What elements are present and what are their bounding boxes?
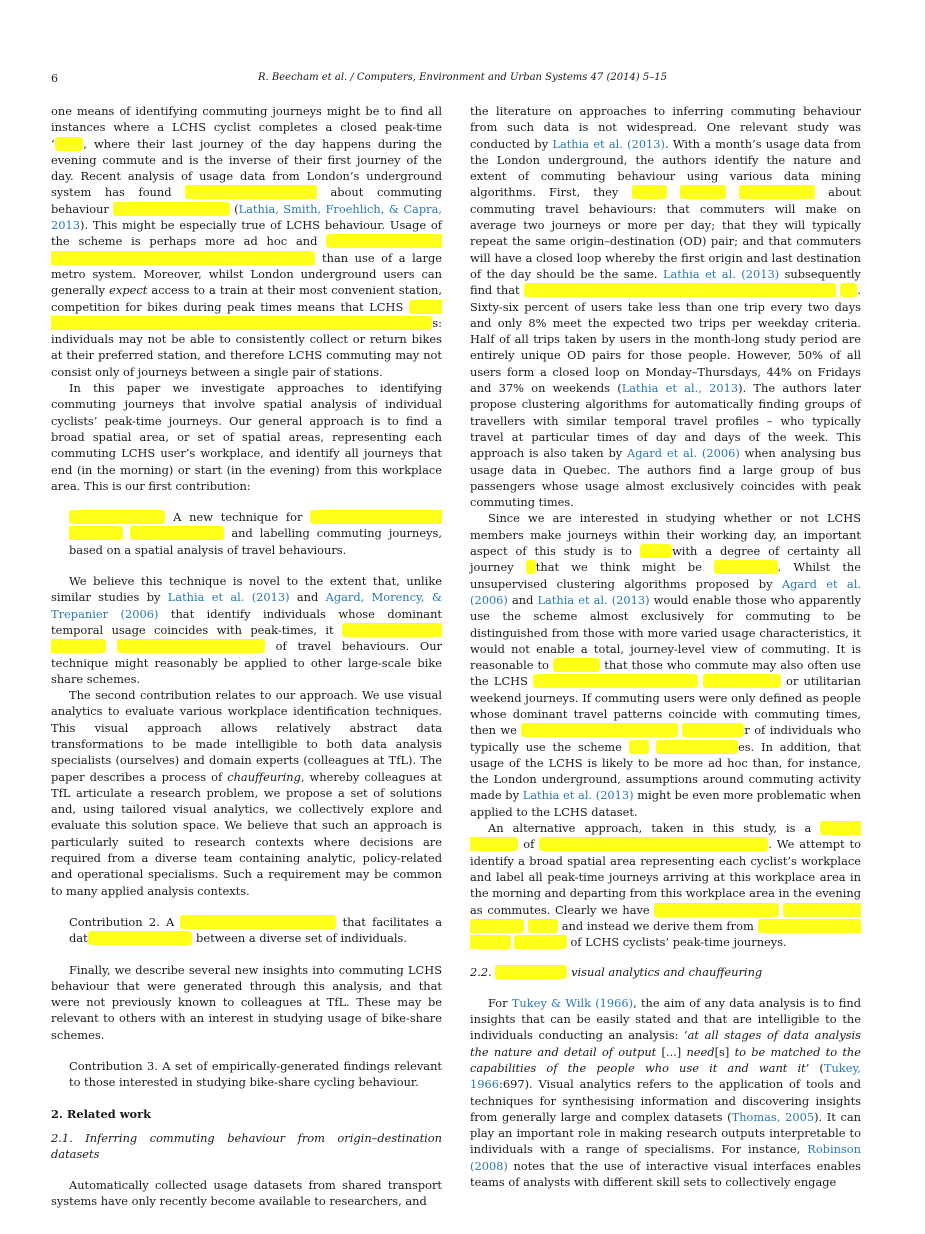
paragraph: the literature on approaches to inferring commuting behaviour from such data is not widespread. One relevant study was conducted by Lathia et al. (2013). With a month’s usage data from the London underground, the authors identify the nature and extent of commuting behaviour using various data mining algorithms. First, they about commuting travel behaviours: that commuters will make on average two journeys or more per day; that they will typically repeat the same origin–destination (OD) pair; and that commuters will have a closed loop whereby the first origin and last destination of the day should be the same. Lathia et al. (2013) subsequently find that . Sixty-six percent of users take less than one trip every two days and only 8% meet the expected two trips per weekday criteria. Half of all trips taken by users in the month-long study period are entirely unique OD pairs for those people. However, 50% of all users form a closed loop on Monday–Thursdays, 44% on Fridays and 37% on weekends (Lathia et al., 2013). The authors later propose clustering algorithms for automatically finding groups of travellers with similar temporal travel profiles – who typically travel at particular times of day and days of the week. This approach is also taken by Agard et al. (2006) when analysing bus usage data in Quebec. The authors find a large group of bus passengers whose usage almost exclusively coincides with peak commuting times.: [470, 104, 862, 510]
paragraph: Since we are interested in studying whether or not LCHS members make journeys within their working day, an important aspect of this study is to with a degree of certainty all journey that we think might be . Whilst the unsupervised clustering algorithms proposed by Agard et al. (2006) and Lathia et al. (2013) would enable those who apparently use the scheme almost exclusively for commuting to be distinguished from those with more varied usage characteristics, it would not enable a total, journey-level view of commuting. It is reasonable to that those who commute may also often use the LCHS or utilitarian weekend journeys. If commuting users were only defined as people whose dominant travel patterns coincide with commuting times, then we r of individuals who typically use the scheme es. In addition, that usage of the LCHS is likely to be more ad hoc than, for instance, the London underground, assumptions around commuting activity made by Lathia et al. (2013) might be even more problematic when applied to the LCHS dataset.: [470, 511, 862, 819]
paragraph: Finally, we describe several new insights into commuting LCHS behaviour that were generated through this analysis, and that were not previously known to colleagues at TfL. These may be relevant to others with an interest in studying usage of bike-share schemes.: [51, 962, 442, 1042]
citation-link[interactable]: Agard et al. (2006): [470, 576, 861, 607]
citation-link[interactable]: Tukey, 1966: [470, 1060, 861, 1092]
citation-link[interactable]: Robinson (2008): [470, 1142, 861, 1173]
contribution-2: Contribution 2. A that facilitates a dat between a diverse set of individuals.: [69, 914, 442, 946]
highlight[interactable]: [553, 658, 600, 672]
paragraph: The second contribution relates to our approach. We use visual analytics to evaluate various workplace identification techniques. This visual approach allows relatively abstract data transformations to be made intelligible to both data analysis specialists (ourselves) and domain experts (colleagues at TfL). The paper describes a process of chauffeuring, whereby colleagues at TfL articulate a research problem, we propose a set of solutions and, using tailored visual analytics, we collectively explore and evaluate this solution space. We believe that such an approach is particularly suited to research contexts where decisions are required from a diverse team containing analytic, policy-related and operational specialisms. Such a requirement may be common to many applied analysis contexts.: [51, 688, 442, 898]
highlight[interactable]: [680, 185, 726, 199]
highlight[interactable]: [539, 837, 768, 851]
citation-link[interactable]: Agard, Morency, & Trepanier (2006): [51, 590, 442, 621]
highlight[interactable]: [528, 919, 558, 933]
highlight[interactable]: [524, 283, 836, 297]
highlight[interactable]: [632, 185, 667, 199]
highlight[interactable]: [495, 965, 567, 979]
highlight[interactable]: [526, 560, 536, 574]
contribution-1: A new technique for and labelling commuting journeys, based on a spatial analysis of travel behaviours.: [69, 510, 442, 557]
paragraph: We believe this technique is novel to the extent that, unlike similar studies by Lathia et al. (2013) and Agard, Morency, & Trepanier (2006) that identify individuals whose dominant temporal usage coincides with peak-times, it of travel behaviours. Our technique might reasonably be applied to other large-scale bike share schemes.: [51, 574, 443, 686]
section-heading: 2. Related work: [51, 1106, 152, 1121]
subsection-heading: 2.2. visual analytics and chauffeuring: [470, 965, 763, 980]
highlight[interactable]: [514, 935, 567, 949]
highlight[interactable]: [180, 915, 336, 929]
left-column: [51, 103, 442, 1209]
highlight[interactable]: [682, 723, 744, 737]
highlight[interactable]: [640, 544, 672, 558]
paragraph: For Tukey & Wilk (1966), the aim of any data analysis is to find insights that can be easily stated and that are intelligible to the individuals conducting an analysis: ‘at all stages of data analysis the nature and detail of output [...] need[s] to be matched to the capabilities of the people who use it and want it’ (Tukey, 1966:697). Visual analytics refers to the application of tools and techniques for synthesising information and discovering insights from generally large and complex datasets (Thomas, 2005). It can play an important role in making research outputs interpretable to individuals with a range of specialisms. For instance, Robinson (2008) notes that the use of interactive visual interfaces enables teams of analysts with different skill sets to collectively engage: [470, 995, 862, 1189]
citation-link[interactable]: Lathia et al. (2013): [537, 592, 650, 607]
paragraph: In this paper we investigate approaches to identifying commuting journeys that involve spatial analysis of individual cyclists’ peak-time journeys. Our general approach is to find a broad spatial area, or set of spatial areas, representing each commuting LCHS user’s workplace, and identify all journeys that end (in the morning) or start (in the evening) from this workplace area. This is our first contribution:: [51, 381, 442, 493]
citation-link[interactable]: Tukey & Wilk (1966): [511, 995, 634, 1010]
paragraph: one means of identifying commuting journeys might be to find all instances where a LCHS cyclist completes a closed peak-time ‘ , where their last journey of the day happens during the evening commute and is the inverse of their first journey of the day. Recent analysis of usage data from London’s underground system has found about commuting behaviour (Lathia, Smith, Froehlich, & Capra, 2013). This might be especially true of LCHS behaviour. Usage of the scheme is perhaps more ad hoc and than use of a large metro system. Moreover, whilst London underground users can generally expect access to a train at their most convenient station, competition for bikes during peak times means that LCHS s: individuals may not be able to consistently collect or return bikes at their preferred station, and therefore LCHS commuting may not consist only of journeys between a single pair of stations.: [51, 104, 443, 379]
paragraph: An alternative approach, taken in this study, is a of . We attempt to identify a broad spatial area representing each cyclist’s workplace and label all peak-time journeys arriving at this workplace area in the morning and departing from this workplace area in the evening as commutes. Clearly we have and instead we derive them from of LCHS cyclists’ peak-time journeys.: [470, 821, 861, 950]
paragraph: Automatically collected usage datasets from shared transport systems have only recently become available to researchers, and: [51, 1177, 442, 1208]
highlight[interactable]: [656, 740, 738, 754]
highlight[interactable]: [840, 283, 857, 297]
highlight[interactable]: [69, 510, 165, 524]
highlight[interactable]: [533, 674, 698, 688]
right-column: [470, 103, 861, 1190]
highlight[interactable]: [521, 723, 677, 737]
subsection-heading: 2.1. Inferring commuting behaviour from origin–destination datasets: [51, 1130, 442, 1162]
highlight[interactable]: [703, 674, 781, 688]
running-head: R. Beecham et al. / Computers, Environment and Urban Systems 47 (2014) 5–15: [258, 72, 667, 83]
highlight[interactable]: [654, 903, 778, 917]
highlight[interactable]: [55, 137, 84, 151]
highlight[interactable]: [88, 931, 193, 945]
citation-link[interactable]: Lathia, Smith, Froehlich, & Capra, 2013: [51, 201, 442, 233]
highlight[interactable]: [117, 639, 265, 653]
citation-link[interactable]: Lathia et al. (2013): [552, 136, 666, 151]
highlight[interactable]: [185, 185, 317, 199]
citation-link[interactable]: Lathia et al. (2013): [167, 590, 290, 605]
contribution-3: Contribution 3. A set of empirically-generated findings relevant to those interested in studying bike-share cycling behaviour.: [69, 1059, 442, 1090]
highlight[interactable]: [629, 740, 650, 754]
highlight[interactable]: [130, 526, 224, 540]
highlight[interactable]: [739, 185, 815, 199]
highlight[interactable]: [113, 202, 229, 216]
page-number: 6: [51, 72, 58, 85]
highlight[interactable]: [714, 560, 777, 574]
citation-link[interactable]: Lathia et al., 2013: [621, 381, 739, 396]
citation-link[interactable]: Lathia et al. (2013): [522, 788, 634, 803]
citation-link[interactable]: Lathia et al. (2013): [662, 266, 780, 281]
citation-link[interactable]: Agard et al. (2006): [627, 446, 740, 461]
citation-link[interactable]: Thomas, 2005: [731, 1109, 815, 1124]
